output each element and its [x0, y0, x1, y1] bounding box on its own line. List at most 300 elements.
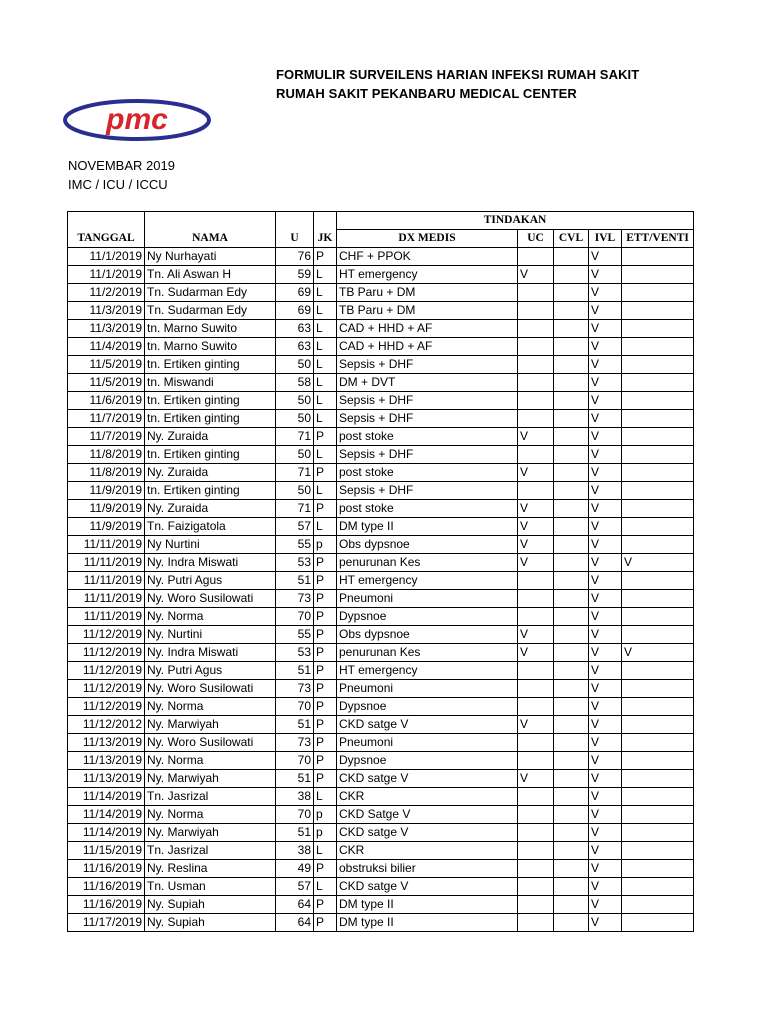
- cell-ett-venti: [622, 446, 694, 464]
- cell-uc: [518, 662, 554, 680]
- cell-ett-venti: [622, 302, 694, 320]
- cell-umur: 38: [276, 788, 314, 806]
- cell-nama: Ny. Nurtini: [145, 626, 276, 644]
- cell-ett-venti: [622, 320, 694, 338]
- cell-ivl: V: [589, 572, 622, 590]
- cell-uc: [518, 680, 554, 698]
- cell-dx-medis: HT emergency: [337, 662, 518, 680]
- cell-ett-venti: [622, 410, 694, 428]
- cell-ett-venti: [622, 482, 694, 500]
- table-row: [68, 788, 694, 806]
- cell-ett-venti: [622, 860, 694, 878]
- cell-tanggal: 11/4/2019: [68, 338, 145, 356]
- cell-tanggal: 11/1/2019: [68, 248, 145, 266]
- cell-dx-medis: post stoke: [337, 428, 518, 446]
- cell-tanggal: 11/3/2019: [68, 302, 145, 320]
- cell-ivl: V: [589, 518, 622, 536]
- cell-cvl: [554, 446, 589, 464]
- cell-jk: L: [314, 482, 337, 500]
- cell-cvl: [554, 554, 589, 572]
- cell-umur: 69: [276, 284, 314, 302]
- cell-dx-medis: Obs dypsnoe: [337, 626, 518, 644]
- cell-jk: p: [314, 536, 337, 554]
- cell-nama: tn. Marno Suwito: [145, 320, 276, 338]
- cell-tanggal: 11/3/2019: [68, 320, 145, 338]
- cell-dx-medis: CKR: [337, 788, 518, 806]
- form-title: FORMULIR SURVEILENS HARIAN INFEKSI RUMAH SAKIT: [276, 67, 640, 82]
- cell-nama: Ny. Marwiyah: [145, 770, 276, 788]
- cell-tanggal: 11/16/2019: [68, 896, 145, 914]
- cell-cvl: [554, 536, 589, 554]
- cell-cvl: [554, 608, 589, 626]
- cell-ivl: V: [589, 626, 622, 644]
- table-row: [68, 320, 694, 338]
- cell-ett-venti: [622, 428, 694, 446]
- cell-umur: 50: [276, 356, 314, 374]
- cell-jk: L: [314, 842, 337, 860]
- cell-dx-medis: post stoke: [337, 464, 518, 482]
- cell-tanggal: 11/16/2019: [68, 878, 145, 896]
- cell-ivl: V: [589, 482, 622, 500]
- cell-nama: Ny. Norma: [145, 752, 276, 770]
- cell-ett-venti: [622, 680, 694, 698]
- cell-jk: L: [314, 302, 337, 320]
- cell-ett-venti: [622, 626, 694, 644]
- cell-tanggal: 11/12/2019: [68, 626, 145, 644]
- cell-ett-venti: [622, 662, 694, 680]
- cell-ett-venti: [622, 716, 694, 734]
- table-row: [68, 500, 694, 518]
- cell-uc: V: [518, 428, 554, 446]
- cell-cvl: [554, 464, 589, 482]
- table-row: [68, 248, 694, 266]
- cell-ett-venti: [622, 842, 694, 860]
- cell-ivl: V: [589, 320, 622, 338]
- cell-uc: V: [518, 464, 554, 482]
- cell-ivl: V: [589, 284, 622, 302]
- cell-dx-medis: CHF + PPOK: [337, 248, 518, 266]
- cell-ett-venti: [622, 284, 694, 302]
- col-header-nama: NAMA: [145, 212, 276, 248]
- cell-umur: 50: [276, 446, 314, 464]
- cell-jk: P: [314, 554, 337, 572]
- cell-umur: 38: [276, 842, 314, 860]
- cell-umur: 70: [276, 806, 314, 824]
- cell-cvl: [554, 302, 589, 320]
- cell-umur: 51: [276, 572, 314, 590]
- cell-tanggal: 11/14/2019: [68, 806, 145, 824]
- cell-umur: 69: [276, 302, 314, 320]
- cell-jk: P: [314, 590, 337, 608]
- cell-cvl: [554, 644, 589, 662]
- cell-jk: p: [314, 824, 337, 842]
- table-row: [68, 896, 694, 914]
- cell-uc: V: [518, 716, 554, 734]
- cell-uc: V: [518, 770, 554, 788]
- cell-ivl: V: [589, 302, 622, 320]
- cell-jk: P: [314, 914, 337, 932]
- cell-dx-medis: penurunan Kes: [337, 554, 518, 572]
- table-body: [68, 248, 694, 932]
- cell-nama: Tn. Ali Aswan H: [145, 266, 276, 284]
- cell-dx-medis: CKD satge V: [337, 824, 518, 842]
- cell-dx-medis: CKD satge V: [337, 770, 518, 788]
- cell-nama: Ny. Supiah: [145, 914, 276, 932]
- cell-ivl: V: [589, 842, 622, 860]
- cell-cvl: [554, 878, 589, 896]
- cell-uc: [518, 788, 554, 806]
- cell-uc: [518, 338, 554, 356]
- cell-uc: [518, 698, 554, 716]
- cell-uc: [518, 806, 554, 824]
- cell-umur: 55: [276, 626, 314, 644]
- cell-tanggal: 11/12/2019: [68, 644, 145, 662]
- cell-umur: 63: [276, 320, 314, 338]
- cell-tanggal: 11/12/2019: [68, 698, 145, 716]
- table-row: [68, 482, 694, 500]
- cell-nama: Ny. Reslina: [145, 860, 276, 878]
- cell-nama: Ny. Indra Miswati: [145, 554, 276, 572]
- cell-tanggal: 11/11/2019: [68, 536, 145, 554]
- table-row: [68, 842, 694, 860]
- cell-uc: [518, 320, 554, 338]
- cell-uc: [518, 896, 554, 914]
- cell-tanggal: 11/11/2019: [68, 572, 145, 590]
- cell-cvl: [554, 662, 589, 680]
- cell-cvl: [554, 320, 589, 338]
- cell-dx-medis: CKD Satge V: [337, 806, 518, 824]
- cell-cvl: [554, 896, 589, 914]
- cell-ett-venti: [622, 770, 694, 788]
- table-row: [68, 608, 694, 626]
- cell-ivl: V: [589, 608, 622, 626]
- cell-ett-venti: V: [622, 554, 694, 572]
- cell-nama: Tn. Sudarman Edy: [145, 302, 276, 320]
- cell-uc: [518, 590, 554, 608]
- table-row: [68, 680, 694, 698]
- cell-jk: P: [314, 608, 337, 626]
- cell-jk: P: [314, 644, 337, 662]
- cell-uc: [518, 608, 554, 626]
- col-header-cvl: CVL: [554, 230, 589, 248]
- cell-jk: P: [314, 716, 337, 734]
- cell-tanggal: 11/16/2019: [68, 860, 145, 878]
- cell-uc: [518, 752, 554, 770]
- cell-ett-venti: [622, 788, 694, 806]
- cell-nama: Ny. Marwiyah: [145, 716, 276, 734]
- cell-umur: 71: [276, 464, 314, 482]
- cell-nama: Ny. Zuraida: [145, 500, 276, 518]
- cell-jk: P: [314, 428, 337, 446]
- cell-ett-venti: [622, 806, 694, 824]
- table-row: [68, 338, 694, 356]
- table-row: [68, 644, 694, 662]
- cell-umur: 63: [276, 338, 314, 356]
- table-row: [68, 914, 694, 932]
- cell-nama: Tn. Usman: [145, 878, 276, 896]
- cell-umur: 73: [276, 734, 314, 752]
- cell-uc: V: [518, 536, 554, 554]
- table-row: [68, 806, 694, 824]
- cell-jk: P: [314, 734, 337, 752]
- table-row: [68, 302, 694, 320]
- cell-ett-venti: [622, 374, 694, 392]
- cell-tanggal: 11/14/2019: [68, 824, 145, 842]
- table-row: [68, 716, 694, 734]
- cell-nama: Ny. Woro Susilowati: [145, 590, 276, 608]
- cell-ett-venti: [622, 500, 694, 518]
- cell-ivl: V: [589, 554, 622, 572]
- cell-tanggal: 11/6/2019: [68, 392, 145, 410]
- cell-tanggal: 11/17/2019: [68, 914, 145, 932]
- cell-tanggal: 11/12/2019: [68, 680, 145, 698]
- cell-tanggal: 11/13/2019: [68, 770, 145, 788]
- cell-dx-medis: HT emergency: [337, 266, 518, 284]
- cell-uc: [518, 410, 554, 428]
- cell-dx-medis: Dypsnoe: [337, 698, 518, 716]
- cell-cvl: [554, 788, 589, 806]
- cell-dx-medis: HT emergency: [337, 572, 518, 590]
- cell-umur: 49: [276, 860, 314, 878]
- cell-umur: 50: [276, 482, 314, 500]
- table-row: [68, 356, 694, 374]
- cell-cvl: [554, 914, 589, 932]
- cell-dx-medis: Dypsnoe: [337, 752, 518, 770]
- cell-jk: L: [314, 518, 337, 536]
- cell-cvl: [554, 410, 589, 428]
- cell-nama: Ny. Indra Miswati: [145, 644, 276, 662]
- cell-jk: P: [314, 464, 337, 482]
- table-row: [68, 572, 694, 590]
- table-row: [68, 284, 694, 302]
- cell-jk: P: [314, 626, 337, 644]
- table-row: [68, 410, 694, 428]
- cell-dx-medis: Sepsis + DHF: [337, 356, 518, 374]
- cell-nama: tn. Ertiken ginting: [145, 482, 276, 500]
- cell-tanggal: 11/12/2012: [68, 716, 145, 734]
- unit-label: IMC / ICU / ICCU: [68, 177, 168, 192]
- cell-ivl: V: [589, 734, 622, 752]
- cell-jk: P: [314, 680, 337, 698]
- cell-ett-venti: [622, 536, 694, 554]
- cell-cvl: [554, 356, 589, 374]
- cell-jk: P: [314, 500, 337, 518]
- col-header-tanggal: TANGGAL: [68, 212, 145, 248]
- col-header-ett-venti: ETT/VENTI: [622, 230, 694, 248]
- cell-umur: 70: [276, 752, 314, 770]
- cell-ett-venti: [622, 572, 694, 590]
- cell-cvl: [554, 248, 589, 266]
- cell-nama: Ny. Norma: [145, 806, 276, 824]
- table-row: [68, 428, 694, 446]
- cell-umur: 71: [276, 428, 314, 446]
- cell-ivl: V: [589, 248, 622, 266]
- cell-dx-medis: TB Paru + DM: [337, 302, 518, 320]
- cell-nama: tn. Ertiken ginting: [145, 446, 276, 464]
- cell-dx-medis: TB Paru + DM: [337, 284, 518, 302]
- cell-tanggal: 11/9/2019: [68, 518, 145, 536]
- cell-jk: L: [314, 446, 337, 464]
- cell-jk: L: [314, 374, 337, 392]
- cell-umur: 51: [276, 716, 314, 734]
- cell-cvl: [554, 734, 589, 752]
- cell-ivl: V: [589, 716, 622, 734]
- cell-tanggal: 11/8/2019: [68, 446, 145, 464]
- cell-jk: L: [314, 320, 337, 338]
- cell-jk: L: [314, 338, 337, 356]
- cell-nama: Ny. Marwiyah: [145, 824, 276, 842]
- cell-dx-medis: Sepsis + DHF: [337, 482, 518, 500]
- cell-uc: [518, 572, 554, 590]
- cell-ett-venti: [622, 698, 694, 716]
- cell-jk: L: [314, 356, 337, 374]
- cell-ivl: V: [589, 374, 622, 392]
- cell-ivl: V: [589, 896, 622, 914]
- cell-tanggal: 11/11/2019: [68, 608, 145, 626]
- cell-nama: Tn. Faizigatola: [145, 518, 276, 536]
- cell-uc: V: [518, 554, 554, 572]
- cell-dx-medis: Sepsis + DHF: [337, 410, 518, 428]
- cell-jk: L: [314, 410, 337, 428]
- cell-tanggal: 11/14/2019: [68, 788, 145, 806]
- cell-dx-medis: DM type II: [337, 518, 518, 536]
- cell-jk: P: [314, 572, 337, 590]
- cell-tanggal: 11/11/2019: [68, 554, 145, 572]
- cell-jk: P: [314, 248, 337, 266]
- cell-cvl: [554, 824, 589, 842]
- cell-tanggal: 11/1/2019: [68, 266, 145, 284]
- cell-umur: 50: [276, 410, 314, 428]
- cell-cvl: [554, 266, 589, 284]
- cell-nama: Ny. Norma: [145, 608, 276, 626]
- cell-nama: Tn. Jasrizal: [145, 842, 276, 860]
- cell-ivl: V: [589, 788, 622, 806]
- cell-nama: tn. Miswandi: [145, 374, 276, 392]
- cell-ivl: V: [589, 680, 622, 698]
- cell-nama: Ny. Putri Agus: [145, 572, 276, 590]
- cell-uc: [518, 878, 554, 896]
- cell-uc: V: [518, 626, 554, 644]
- cell-ett-venti: V: [622, 644, 694, 662]
- cell-nama: tn. Ertiken ginting: [145, 356, 276, 374]
- cell-ett-venti: [622, 518, 694, 536]
- table-row: [68, 518, 694, 536]
- cell-uc: V: [518, 500, 554, 518]
- cell-jk: p: [314, 806, 337, 824]
- cell-ett-venti: [622, 338, 694, 356]
- cell-nama: Ny. Norma: [145, 698, 276, 716]
- cell-jk: L: [314, 266, 337, 284]
- cell-nama: Ny. Zuraida: [145, 464, 276, 482]
- cell-cvl: [554, 752, 589, 770]
- cell-dx-medis: Pneumoni: [337, 590, 518, 608]
- table-row: [68, 536, 694, 554]
- cell-ivl: V: [589, 392, 622, 410]
- cell-cvl: [554, 680, 589, 698]
- cell-jk: L: [314, 788, 337, 806]
- table-row: [68, 698, 694, 716]
- cell-ett-venti: [622, 878, 694, 896]
- cell-cvl: [554, 428, 589, 446]
- table-row: [68, 590, 694, 608]
- cell-uc: V: [518, 518, 554, 536]
- cell-uc: [518, 374, 554, 392]
- cell-jk: P: [314, 860, 337, 878]
- cell-ett-venti: [622, 392, 694, 410]
- cell-umur: 50: [276, 392, 314, 410]
- cell-ett-venti: [622, 824, 694, 842]
- cell-ivl: V: [589, 356, 622, 374]
- col-header-dx-medis: DX MEDIS: [337, 230, 518, 248]
- cell-umur: 51: [276, 770, 314, 788]
- cell-cvl: [554, 860, 589, 878]
- cell-dx-medis: CKD satge V: [337, 878, 518, 896]
- cell-ett-venti: [622, 734, 694, 752]
- cell-cvl: [554, 770, 589, 788]
- cell-nama: tn. Ertiken ginting: [145, 410, 276, 428]
- cell-nama: tn. Marno Suwito: [145, 338, 276, 356]
- cell-ett-venti: [622, 752, 694, 770]
- table-row: [68, 374, 694, 392]
- cell-jk: P: [314, 770, 337, 788]
- cell-ett-venti: [622, 464, 694, 482]
- table-row: [68, 824, 694, 842]
- cell-nama: Ny. Woro Susilowati: [145, 680, 276, 698]
- group-header-tindakan: TINDAKAN: [337, 212, 694, 230]
- report-month: NOVEMBAR 2019: [68, 158, 175, 173]
- cell-uc: V: [518, 644, 554, 662]
- cell-umur: 53: [276, 644, 314, 662]
- cell-ivl: V: [589, 662, 622, 680]
- cell-tanggal: 11/12/2019: [68, 662, 145, 680]
- cell-uc: [518, 482, 554, 500]
- cell-dx-medis: Dypsnoe: [337, 608, 518, 626]
- cell-cvl: [554, 626, 589, 644]
- cell-cvl: [554, 482, 589, 500]
- cell-ett-venti: [622, 248, 694, 266]
- cell-umur: 57: [276, 518, 314, 536]
- cell-ivl: V: [589, 428, 622, 446]
- cell-ivl: V: [589, 446, 622, 464]
- cell-umur: 55: [276, 536, 314, 554]
- cell-ivl: V: [589, 338, 622, 356]
- cell-ett-venti: [622, 608, 694, 626]
- cell-cvl: [554, 698, 589, 716]
- table-row: [68, 464, 694, 482]
- cell-dx-medis: CKD satge V: [337, 716, 518, 734]
- cell-nama: Tn. Sudarman Edy: [145, 284, 276, 302]
- cell-dx-medis: CAD + HHD + AF: [337, 338, 518, 356]
- cell-ivl: V: [589, 500, 622, 518]
- cell-ivl: V: [589, 878, 622, 896]
- cell-tanggal: 11/13/2019: [68, 734, 145, 752]
- cell-tanggal: 11/11/2019: [68, 590, 145, 608]
- cell-umur: 58: [276, 374, 314, 392]
- cell-uc: [518, 302, 554, 320]
- cell-ivl: V: [589, 536, 622, 554]
- cell-cvl: [554, 284, 589, 302]
- cell-uc: [518, 446, 554, 464]
- cell-cvl: [554, 374, 589, 392]
- cell-ett-venti: [622, 590, 694, 608]
- cell-ivl: V: [589, 698, 622, 716]
- cell-ivl: V: [589, 752, 622, 770]
- cell-ivl: V: [589, 806, 622, 824]
- cell-cvl: [554, 392, 589, 410]
- table-row: [68, 446, 694, 464]
- cell-dx-medis: obstruksi bilier: [337, 860, 518, 878]
- cell-dx-medis: CKR: [337, 842, 518, 860]
